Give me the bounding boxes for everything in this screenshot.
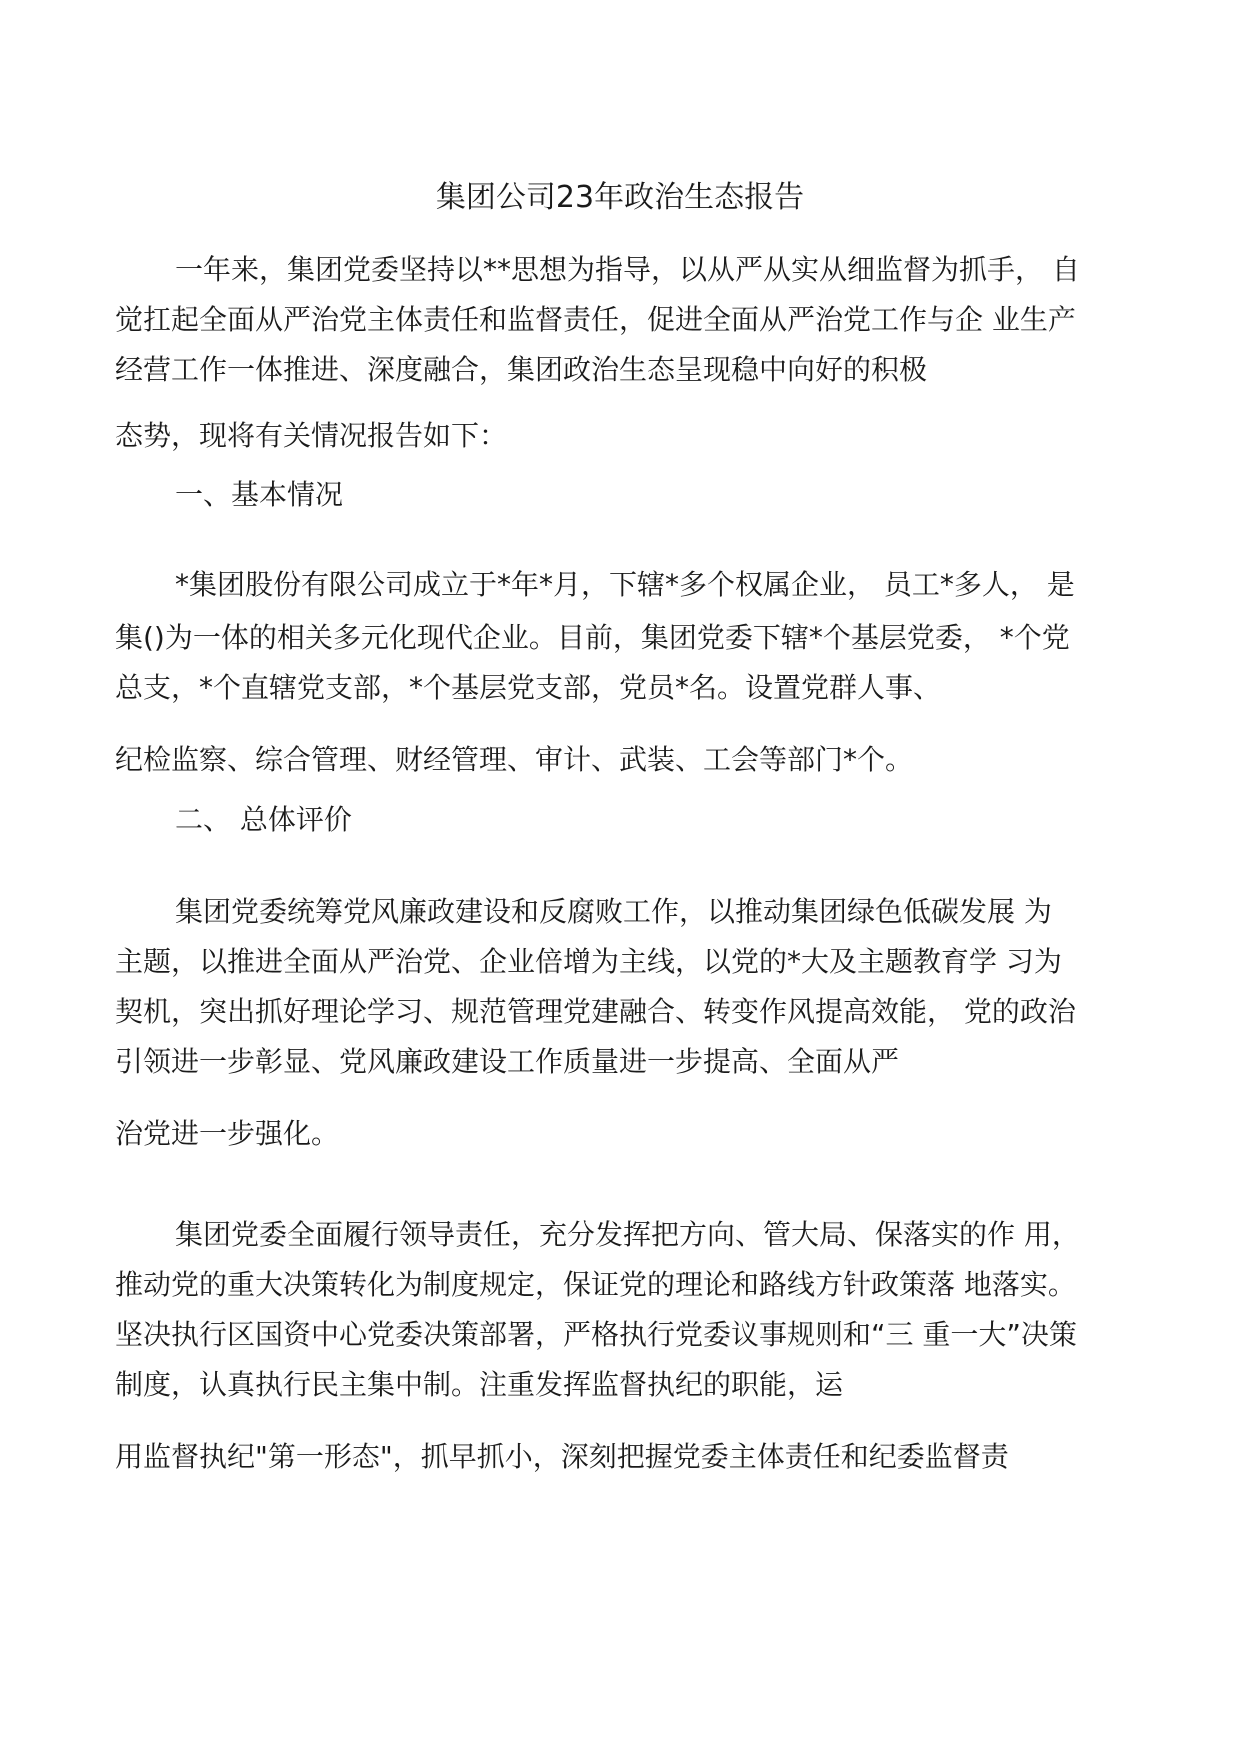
paragraph4-line3: 坚决执行区国资中心党委决策部署，严格执行党委议事规则和“三 重一大”决策 — [115, 1318, 1077, 1351]
page-title: 集团公司23年政治生态报告 — [435, 180, 805, 215]
paragraph3-line4: 引领进一步彰显、党风廉政建设工作质量进一步提高、全面从严 — [115, 1045, 900, 1078]
paragraph3-line1: 集团党委统筹党风廉政建设和反腐败工作，以推动集团绿色低碳发展 为 — [175, 895, 1052, 928]
paragraph3-line3: 契机，突出抓好理论学习、规范管理党建融合、转变作风提高效能， 党的政治 — [115, 995, 1076, 1028]
paragraph4-line2: 推动党的重大决策转化为制度规定，保证党的理论和路线方针政策落 地落实。 — [115, 1268, 1076, 1301]
paragraph4-line4: 制度，认真执行民主集中制。注重发挥监督执纪的职能，运 — [115, 1368, 844, 1401]
paragraph2-line2: 集()为一体的相关多元化现代企业。目前，集团党委下辖*个基层党委， *个党 — [115, 621, 1070, 654]
paragraph2-line3: 总支，*个直辖党支部，*个基层党支部，党员*名。设置党群人事、 — [115, 671, 942, 704]
section1-heading: 一、基本情况 — [175, 478, 344, 511]
paragraph2-line4: 纪检监察、综合管理、财经管理、审计、武装、工会等部门*个。 — [115, 743, 914, 776]
section2-heading: 二、 总体评价 — [175, 803, 352, 836]
paragraph1-line3: 经营工作一体推进、深度融合，集团政治生态呈现稳中向好的积极 — [115, 353, 928, 386]
paragraph4-line1: 集团党委全面履行领导责任，充分发挥把方向、管大局、保落实的作 用， — [175, 1218, 1080, 1251]
paragraph1-line2: 觉扛起全面从严治党主体责任和监督责任，促进全面从严治党工作与企 业生产 — [115, 303, 1076, 336]
paragraph3-line2: 主题，以推进全面从严治党、企业倍增为主线，以党的*大及主题教育学 习为 — [115, 945, 1062, 978]
paragraph3-line5: 治党进一步强化。 — [115, 1117, 340, 1150]
paragraph2-line1: *集团股份有限公司成立于*年*月，下辖*多个权属企业， 员工*多人， 是 — [175, 568, 1075, 601]
paragraph1-line4: 态势，现将有关情况报告如下： — [115, 419, 508, 452]
paragraph4-line5: 用监督执纪"第一形态"，抓早抓小，深刻把握党委主体责任和纪委监督责 — [115, 1440, 1009, 1473]
paragraph1-line1: 一年来，集团党委坚持以**思想为指导，以从严从实从细监督为抓手， 自 — [175, 253, 1080, 286]
